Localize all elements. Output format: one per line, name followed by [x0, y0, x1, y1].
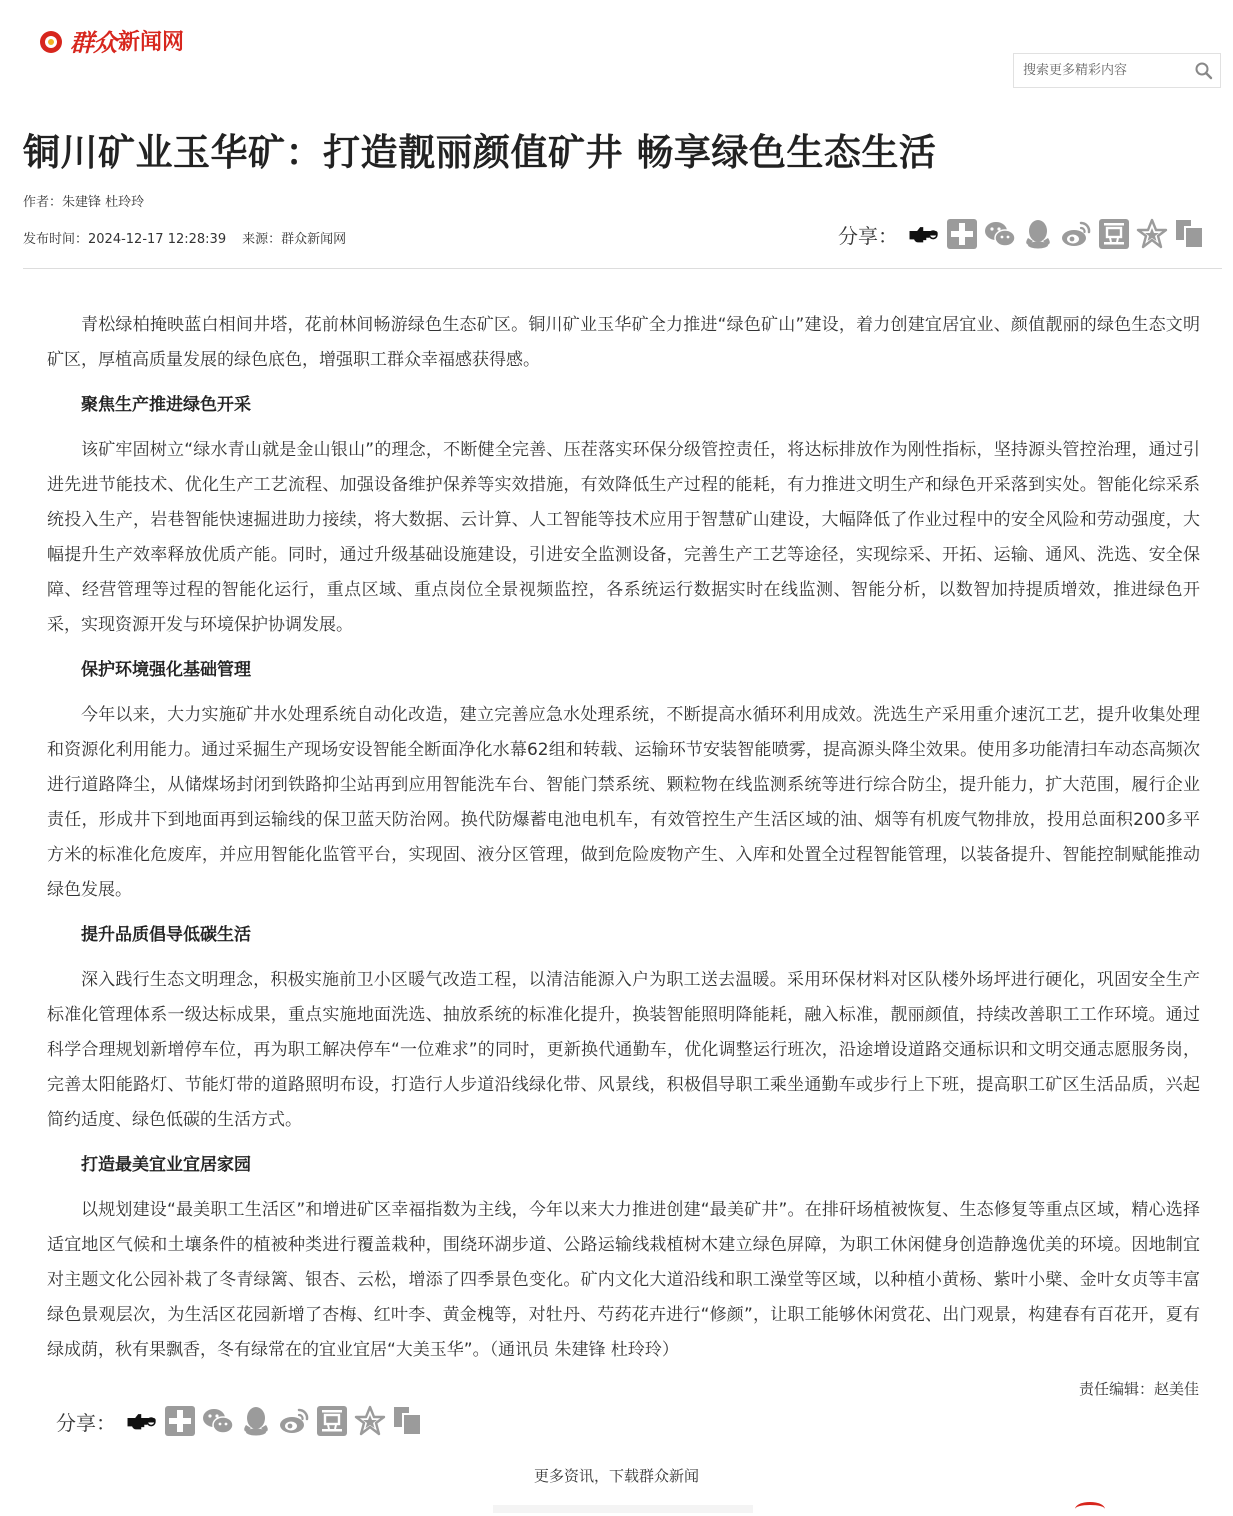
qq-icon[interactable] — [240, 1405, 272, 1437]
douban-icon[interactable] — [316, 1405, 348, 1437]
publish-label: 发布时间： — [23, 232, 89, 247]
copy-icon[interactable] — [1174, 218, 1206, 250]
article-meta — [23, 228, 346, 247]
favorite-star-icon[interactable] — [354, 1405, 386, 1437]
download-app-prompt[interactable]: 更多资讯，下载群众新闻 — [533, 1467, 699, 1485]
search-input[interactable] — [1014, 54, 1193, 87]
share-bar-top — [838, 218, 1212, 250]
share-label: 分享： — [56, 1410, 116, 1435]
article-paragraph: 以规划建设“最美职工生活区”和增进矿区幸福指数为主线，今年以来大力推进创建“最美矿井”。在排矸场植被恢复、生态修复等重点区域，精心选择适宜地区气候和土壤条件的植被种类进行覆盖栽种，围绕环湖步道、公路运输线栽植树木建立绿色屏障，为职工休闲健身创造静逸优美的环境。因地制宜对主题文化公园补栽了冬青绿篱、银杏、云松，增添了四季景色变化。矿内文化大道沿线和职工澡堂等区域，以种植小黄杨、紫叶小檗、金叶女贞等丰富绿色景观层次，为生活区花园新增了杏梅、红叶李、黄金槐等，对牡丹、芍药花卉进行“修颜”，让职工能够休闲赏花、出门观景，构建春有百花开，夏有绿成荫，秋有果飘香，冬有绿常在的宜业宜居“大美玉华”。（通讯员 朱建锋 杜玲玲） — [47, 1200, 1200, 1360]
footer-logo-icon — [1075, 1502, 1105, 1516]
pointing-hand-icon — [908, 218, 940, 250]
section-heading: 提升品质倡导低碳生活 — [81, 925, 251, 945]
favorite-star-icon[interactable] — [1136, 218, 1168, 250]
plus-share-icon[interactable] — [946, 218, 978, 250]
logo-script-text: 群众 — [70, 27, 116, 57]
section-heading: 聚焦生产推进绿色开采 — [81, 395, 251, 415]
pointing-hand-icon — [126, 1405, 158, 1437]
source-name: 群众新闻网 — [281, 232, 347, 247]
publish-time: 2024-12-17 12:28:39 — [88, 232, 227, 247]
search-icon[interactable] — [1194, 61, 1214, 81]
article-body — [47, 308, 1200, 1378]
section-heading: 打造最美宜业宜居家园 — [81, 1155, 251, 1175]
weibo-icon[interactable] — [1060, 218, 1092, 250]
search-box — [1013, 53, 1221, 88]
source-label: 来源： — [242, 232, 282, 247]
weibo-icon[interactable] — [278, 1405, 310, 1437]
header-divider — [23, 268, 1222, 269]
copy-icon[interactable] — [392, 1405, 424, 1437]
article-title: 铜川矿业玉华矿：打造靓丽颜值矿井 畅享绿色生态生活 — [23, 131, 937, 174]
article-paragraph: 今年以来，大力实施矿井水处理系统自动化改造，建立完善应急水处理系统，不断提高水循环利用成效。洗选生产采用重介速沉工艺，提升收集处理和资源化利用能力。通过采掘生产现场安设智能全断面净化水幕62组和转载、运输环节安装智能喷雾，提高源头降尘效果。使用多功能清扫车动态高频次进行道路降尘，从储煤场封闭到铁路抑尘站再到应用智能洗车台、智能门禁系统、颗粒物在线监测系统等进行综合防尘，提升能力，扩大范围，履行企业责任，形成井下到地面再到运输线的保卫蓝天防治网。换代防爆蓄电池电机车，有效管控生产生活区域的油、烟等有机废气物排放，投用总面积200多平方米的标准化危废库，并应用智能化监管平台，实现固、液分区管理，做到危险废物产生、入库和处置全过程智能管理，以装备提升、智能控制赋能推动绿色发展。 — [47, 705, 1200, 900]
responsible-editor: 责任编辑：赵美佳 — [1078, 1380, 1199, 1398]
article-author: 作者：朱建锋 杜玲玲 — [23, 195, 145, 210]
footer-strip — [493, 1505, 753, 1513]
logo-emblem-icon — [40, 27, 66, 53]
douban-icon[interactable] — [1098, 218, 1130, 250]
site-logo[interactable] — [40, 20, 184, 60]
wechat-icon[interactable] — [202, 1405, 234, 1437]
article-paragraph: 深入践行生态文明理念，积极实施前卫小区暖气改造工程，以清洁能源入户为职工送去温暖。采用环保材料对区队楼外场坪进行硬化，巩固安全生产标准化管理体系一级达标成果，重点实施地面洗选、抽放系统的标准化提升，换装智能照明降能耗，融入标准，靓丽颜值，持续改善职工工作环境。通过科学合理规划新增停车位，再为职工解决停车“一位难求”的同时，更新换代通勤车，优化调整运行班次，沿途增设道路交通标识和文明交通志愿服务岗，完善太阳能路灯、节能灯带的道路照明布设，打造行人步道沿线绿化带、风景线，积极倡导职工乘坐通勤车或步行上下班，提高职工矿区生活品质，兴起简约适度、绿色低碳的生活方式。 — [47, 970, 1200, 1130]
logo-text: 新闻网 — [118, 29, 185, 55]
qq-icon[interactable] — [1022, 218, 1054, 250]
share-label: 分享： — [838, 223, 898, 248]
wechat-icon[interactable] — [984, 218, 1016, 250]
share-bar-bottom — [56, 1405, 430, 1437]
plus-share-icon[interactable] — [164, 1405, 196, 1437]
section-heading: 保护环境强化基础管理 — [81, 660, 251, 680]
article-paragraph: 青松绿柏掩映蓝白相间井塔，花前林间畅游绿色生态矿区。铜川矿业玉华矿全力推进“绿色矿山”建设，着力创建宜居宜业、颜值靓丽的绿色生态文明矿区，厚植高质量发展的绿色底色，增强职工群众幸福感获得感。 — [47, 315, 1200, 370]
article-paragraph: 该矿牢固树立“绿水青山就是金山银山”的理念，不断健全完善、压茬落实环保分级管控责任，将达标排放作为刚性指标，坚持源头管控治理，通过引进先进节能技术、优化生产工艺流程、加强设备维护保养等实效措施，有效降低生产过程的能耗，有力推进文明生产和绿色开采落到实处。智能化综采系统投入生产，岩巷智能快速掘进助力接续，将大数据、云计算、人工智能等技术应用于智慧矿山建设，大幅降低了作业过程中的安全风险和劳动强度，大幅提升生产效率释放优质产能。同时，通过升级基础设施建设，引进安全监测设备，完善生产工艺等途径，实现综采、开拓、运输、通风、洗选、安全保障、经营管理等过程的智能化运行，重点区域、重点岗位全景视频监控，各系统运行数据实时在线监测、智能分析，以数智加持提质增效，推进绿色开采，实现资源开发与环境保护协调发展。 — [47, 440, 1200, 635]
